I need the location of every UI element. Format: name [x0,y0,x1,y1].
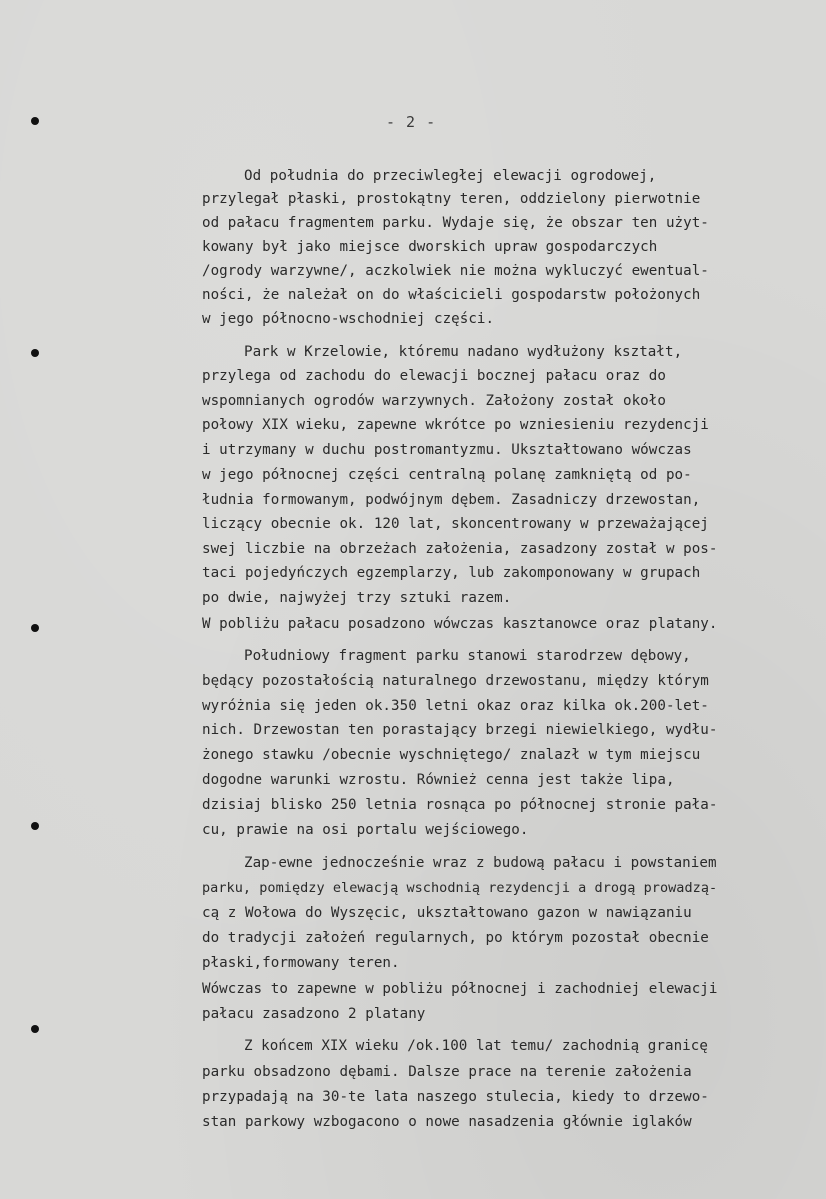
text-line: od pałacu fragmentem parku. Wydaje się, że obszar ten użyt- [202,215,709,231]
text-line: parku, pomiędzy elewacją wschodnią rezydencji a drogą prowadzą- [202,880,718,896]
text-line: przylegał płaski, prostokątny teren, oddzielony pierwotnie [202,191,701,207]
binder-hole-3 [31,624,39,632]
binder-hole-1 [31,117,39,125]
text-line: taci pojedyńczych egzemplarzy, lub zakomponowany w grupach [202,565,701,581]
text-line: swej liczbie na obrzeżach założenia, zasadzony został w pos- [202,541,718,557]
text-line: dzisiaj blisko 250 letnia rosnąca po północnej stronie pała- [202,797,718,813]
text-line: Wówczas to zapewne w pobliżu północnej i zachodniej elewacji [202,981,718,997]
text-line: dogodne warunki wzrostu. Również cenna jest także lipa, [202,772,675,788]
text-line: wyróżnia się jeden ok.350 letni okaz oraz kilka ok.200-let- [202,698,709,714]
text-line: Zap-ewne jednocześnie wraz z budową pałacu i powstaniem [244,855,717,871]
text-line: Od południa do przeciwległej elewacji ogrodowej, [244,168,657,184]
text-line: kowany był jako miejsce dworskich upraw gospodarczych [202,239,658,255]
text-line: żonego stawku /obecnie wyschniętego/ znalazł w tym miejscu [202,747,701,763]
text-line: cu, prawie na osi portalu wejściowego. [202,822,529,838]
binder-hole-5 [31,1025,39,1033]
text-line: będący pozostałością naturalnego drzewostanu, między którym [202,673,709,689]
text-line: płaski,formowany teren. [202,955,400,971]
binder-hole-2 [31,349,39,357]
text-line: pałacu zasadzono 2 platany [202,1006,426,1022]
text-line: ności, że należał on do właścicieli gospodarstw położonych [202,287,701,303]
text-line: Park w Krzelowie, któremu nadano wydłużony kształt, [244,344,683,360]
text-line: przypadają na 30-te lata naszego stulecia, kiedy to drzewo- [202,1089,709,1105]
text-line: stan parkowy wzbogacono o nowe nasadzenia głównie iglaków [202,1114,692,1130]
text-line: po dwie, najwyżej trzy sztuki razem. [202,590,512,606]
text-line: Z końcem XIX wieku /ok.100 lat temu/ zachodnią granicę [244,1038,708,1054]
page-number: - 2 - [386,113,437,131]
text-line: Południowy fragment parku stanowi starodrzew dębowy, [244,648,691,664]
text-line: nich. Drzewostan ten porastający brzegi niewielkiego, wydłu- [202,722,718,738]
text-line: i utrzymany w duchu postromantyzmu. Ukształtowano wówczas [202,442,692,458]
text-line: liczący obecnie ok. 120 lat, skoncentrowany w przeważającej [202,516,709,532]
text-line: łudnia formowanym, podwójnym dębem. Zasadniczy drzewostan, [202,492,701,508]
text-line: W pobliżu pałacu posadzono wówczas kasztanowce oraz platany. [202,616,718,632]
binder-hole-4 [31,822,39,830]
text-line: parku obsadzono dębami. Dalsze prace na terenie założenia [202,1064,692,1080]
text-line: /ogrody warzywne/, aczkolwiek nie można wykluczyć ewentual- [202,263,709,279]
text-line: w jego północno-wschodniej części. [202,311,495,327]
text-line: wspomnianych ogrodów warzywnych. Założony został około [202,393,666,409]
text-line: cą z Wołowa do Wyszęcic, ukształtowano gazon w nawiązaniu [202,905,692,921]
text-line: połowy XIX wieku, zapewne wkrótce po wzniesieniu rezydencji [202,417,709,433]
text-line: przylega od zachodu do elewacji bocznej pałacu oraz do [202,368,666,384]
text-line: w jego północnej części centralną polanę zamkniętą od po- [202,467,692,483]
text-line: do tradycji założeń regularnych, po którym pozostał obecnie [202,930,709,946]
